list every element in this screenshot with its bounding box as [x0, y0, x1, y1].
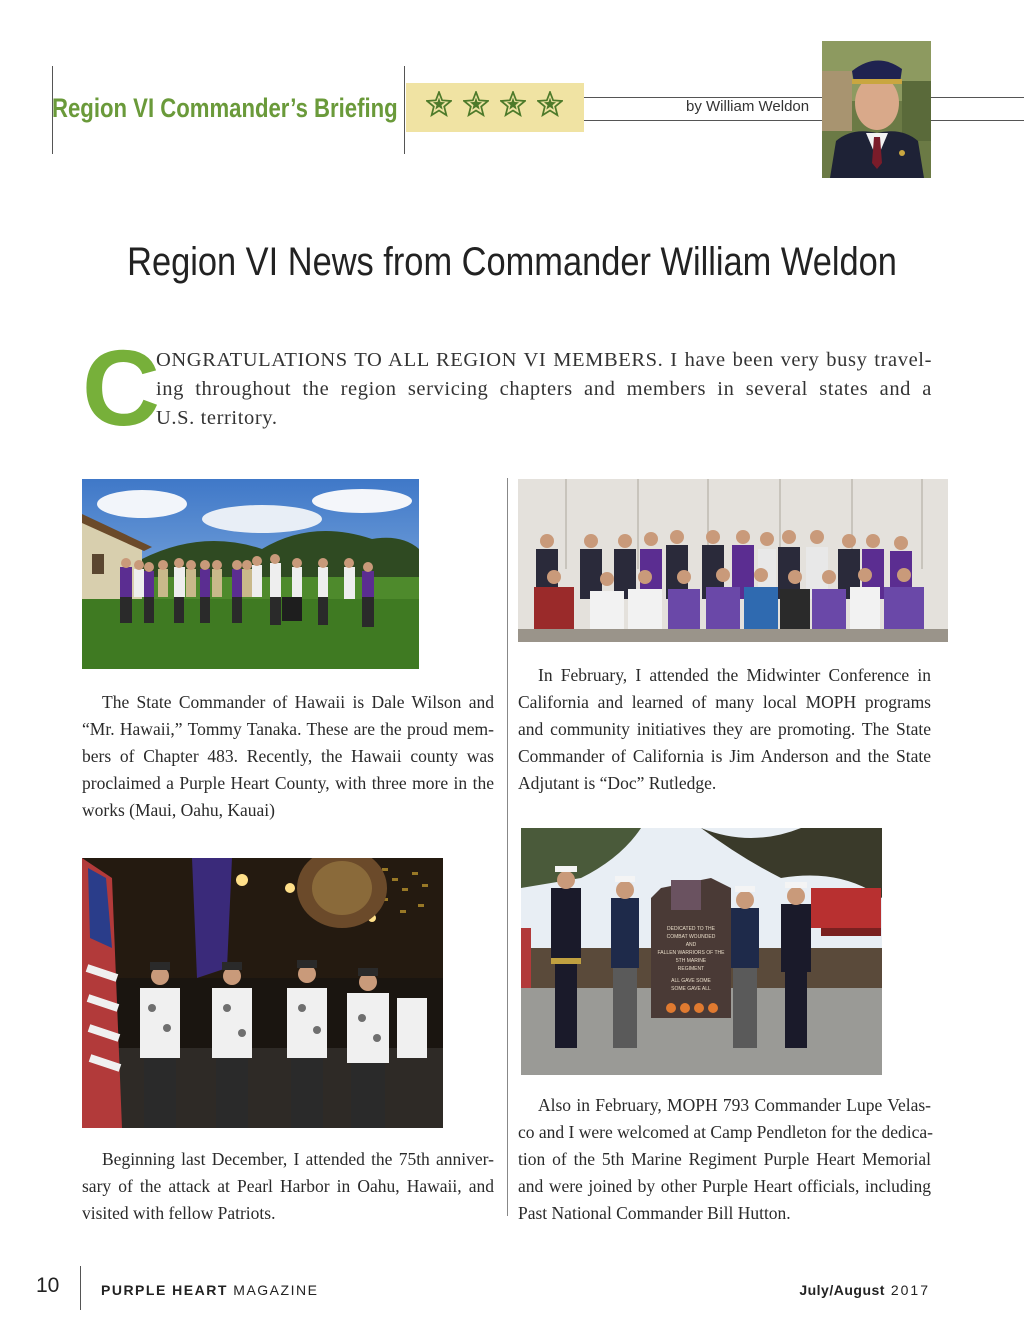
right-paragraph-2	[518, 1092, 931, 1227]
monument-text: AND	[685, 942, 697, 948]
text-line: In February, I attended the Midwinter Conference in	[538, 665, 931, 685]
photo-hawaii-chapter	[82, 479, 419, 669]
text-line: The State Commander of Hawaii is Dale Wilson and	[102, 692, 494, 712]
text-line: Also in February, MOPH 793 Commander Lupe Velas-	[538, 1095, 931, 1115]
magazine-name-rest: MAGAZINE	[227, 1282, 319, 1298]
photo-camp-pendleton-memorial	[521, 828, 882, 1075]
monument-text: DEDICATED TO THE	[667, 926, 715, 932]
author-portrait	[822, 41, 931, 178]
text-line: co and I were welcomed at Camp Pendleton for the dedica-	[518, 1122, 933, 1142]
star-icon	[500, 91, 526, 117]
monument-text: 5TH MARINE	[675, 958, 707, 964]
header-mid-rule	[404, 66, 405, 154]
monument-text: REGIMENT	[677, 966, 705, 972]
intro-line: ONGRATULATIONS TO ALL REGION VI MEMBERS. I have been very busy travel-	[156, 349, 932, 371]
text-line: works (Maui, Oahu, Kauai)	[82, 800, 275, 820]
article-title: Region VI News from Commander William Weldon	[127, 240, 897, 284]
star-icon	[426, 91, 452, 117]
right-paragraph-1	[518, 662, 931, 797]
text-line: tion of the 5th Marine Regiment Purple Heart Memorial	[518, 1149, 931, 1169]
text-line: Adjutant is “Doc” Rutledge.	[518, 773, 717, 793]
photo-pearl-harbor-parade	[82, 858, 443, 1128]
text-line: proclaimed a Purple Heart County, with three more in the	[82, 773, 494, 793]
page-number: 10	[36, 1274, 60, 1297]
text-line: Past National Commander Bill Hutton.	[518, 1203, 791, 1223]
text-line: and community initiatives they are promoting. The State	[518, 719, 931, 739]
text-line: bers of Chapter 483. Recently, the Hawaii county was	[82, 746, 494, 766]
magazine-name-bold: PURPLE HEART	[101, 1282, 228, 1298]
monument-text: SOME GAVE ALL	[671, 986, 711, 992]
column-divider	[507, 478, 508, 1216]
monument-text: FALLEN WARRIORS OF THE	[657, 950, 725, 956]
issue-month: July/August	[799, 1282, 885, 1298]
text-line: Commander of California is Jim Anderson and the State	[518, 746, 931, 766]
header-rule-bottom	[584, 120, 1024, 121]
star-rank-band	[406, 83, 584, 132]
magazine-name	[101, 1282, 318, 1298]
photo-midwinter-conference	[518, 479, 948, 642]
footer-rule	[80, 1266, 81, 1310]
byline: by William Weldon	[686, 98, 810, 115]
left-paragraph-2	[82, 1146, 494, 1227]
intro-line: ing throughout the region servicing chapters and members in several states and a	[156, 378, 932, 400]
text-line: California and learned of many local MOPH programs	[518, 692, 931, 712]
issue-date	[799, 1282, 930, 1298]
drop-cap: C	[82, 327, 160, 448]
monument-text: ALL GAVE SOME	[671, 978, 711, 984]
text-line: visited with fellow Patriots.	[82, 1203, 276, 1223]
star-icon	[537, 91, 563, 117]
left-paragraph-1	[82, 689, 494, 824]
section-title: Region VI Commander’s Briefing	[52, 93, 398, 123]
text-line: Beginning last December, I attended the 75th anniver-	[102, 1149, 494, 1169]
text-line: and were joined by other Purple Heart officials, including	[518, 1176, 931, 1196]
text-line: “Mr. Hawaii,” Tommy Tanaka. These are the proud mem-	[82, 719, 494, 739]
monument-text: COMBAT WOUNDED	[666, 934, 716, 940]
issue-year: 2017	[884, 1282, 930, 1298]
text-line: sary of the attack at Pearl Harbor in Oahu, Hawaii, and	[82, 1176, 494, 1196]
star-icon	[463, 91, 489, 117]
intro-line: U.S. territory.	[156, 407, 278, 429]
